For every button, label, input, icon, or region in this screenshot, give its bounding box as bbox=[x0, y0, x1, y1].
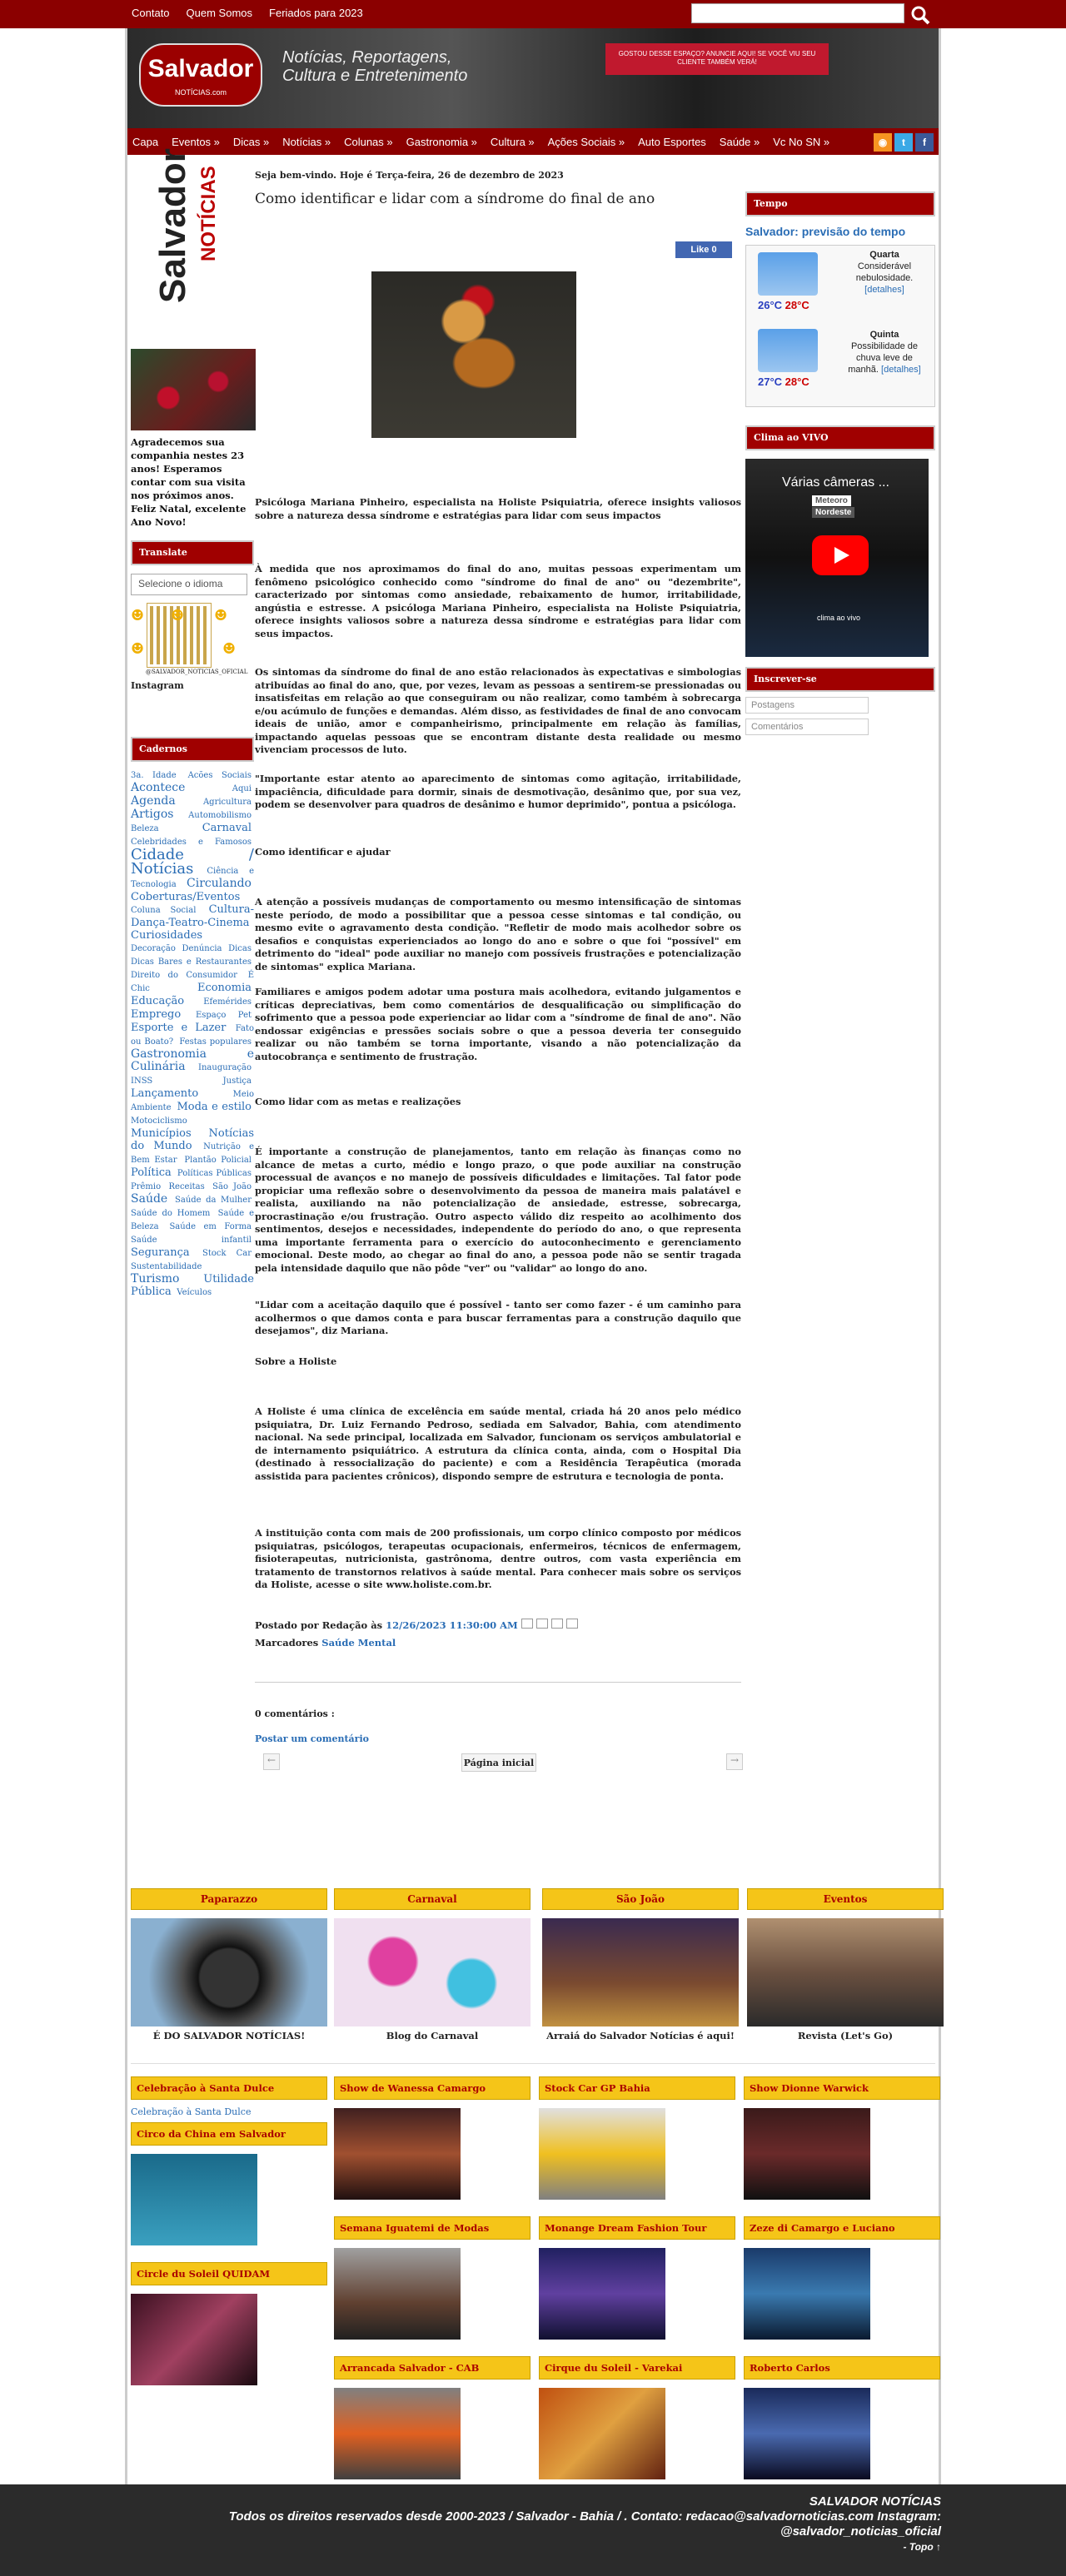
section-heading: Como identificar e ajudar bbox=[255, 846, 391, 858]
tag-link[interactable]: Políticas Públicas bbox=[177, 1169, 252, 1178]
site-footer bbox=[0, 2484, 1066, 2576]
thanks-message: Agradecemos sua companhia nestes 23 anos! Esperamos contar com sua visita nos próximos anos. Feliz Natal, excelente Ano Novo! bbox=[131, 436, 247, 528]
tag-link[interactable]: Cultura-Dança-Teatro-Cinema bbox=[131, 903, 254, 929]
post-paragraph: Os sintomas da síndrome do final de ano estão relacionados às expectativas e simbologias atribuídas ao final do ano, que, por vezes, levam as pessoas a sentirem-se pressionadas ou insatisfeitas em relação ao que conseguiram ou não realizar, como também à sobrecarga e/ou acúmulo de funções e demandas. Além disso, as festividades de final de ano convocam ideais de união, amor e companheirismo, principalmente em relação às famílias, impactando aquelas pessoas que se encontram distante desta realidade ou mesmo vivenciam processos de luto. bbox=[255, 666, 741, 755]
nav-auto-esportes[interactable]: Auto Esportes bbox=[638, 135, 706, 148]
gallery-title[interactable]: Celebração à Santa Dulce bbox=[131, 2076, 327, 2100]
gallery-image[interactable] bbox=[131, 2294, 257, 2385]
site-header bbox=[127, 28, 939, 128]
site-logo[interactable]: Salvador NOTÍCIAS.com bbox=[139, 43, 262, 107]
tag-link[interactable]: Agenda bbox=[131, 794, 176, 808]
footer-copyright: Todos os direitos reservados desde 2000-2023 / Salvador - Bahia / . Contato: redacao@salvadornoticias.com Instagram: bbox=[228, 2509, 941, 2524]
tag-link[interactable]: Celebridades e Famosos bbox=[131, 838, 252, 847]
right-sidebar bbox=[745, 191, 935, 735]
gallery-image[interactable] bbox=[334, 2388, 461, 2479]
camera-image[interactable] bbox=[131, 1918, 327, 2026]
welcome-date: Seja bem-vindo. Hoje é Terça-feira, 26 de dezembro de 2023 bbox=[255, 170, 564, 181]
play-button[interactable] bbox=[812, 535, 869, 575]
tag-link[interactable]: Espaço Pet bbox=[195, 1011, 252, 1020]
tag-link[interactable]: Decoração bbox=[131, 944, 176, 953]
tile-carnaval-title[interactable]: Carnaval bbox=[334, 1888, 531, 1910]
tile-eventos-title[interactable]: Eventos bbox=[747, 1888, 944, 1910]
home-page-button[interactable]: Página inicial bbox=[461, 1753, 536, 1772]
gallery-title[interactable]: Circle du Soleil QUIDAM bbox=[131, 2262, 327, 2285]
tag-link[interactable]: Política bbox=[131, 1166, 172, 1179]
gallery-image[interactable] bbox=[744, 2248, 870, 2340]
emoji-icon: ☻ bbox=[131, 607, 145, 624]
tag-link[interactable]: Festas populares bbox=[179, 1037, 252, 1047]
gallery-image[interactable] bbox=[539, 2108, 665, 2200]
site-tagline: Notícias, Reportagens, Cultura e Entretenimento bbox=[282, 48, 468, 85]
gallery-title[interactable]: Circo da China em Salvador bbox=[131, 2122, 327, 2146]
gallery-image[interactable] bbox=[744, 2108, 870, 2200]
prev-post-button[interactable]: ← bbox=[263, 1753, 280, 1770]
header-ad-banner[interactable]: GOSTOU DESSE ESPAÇO? ANUNCIE AQUI! SE VOCÊ VIU SEU CLIENTE TAMBÉM VERÁ! bbox=[605, 43, 829, 75]
tag-link[interactable]: Cidade / Notícias bbox=[131, 846, 254, 878]
top-bar bbox=[0, 0, 1066, 28]
youtube-video[interactable]: Várias câmeras ... Meteoro Nordeste clima ao vivo bbox=[745, 459, 929, 657]
tag-link[interactable]: Municípios bbox=[131, 1127, 192, 1140]
nav-gastronomia[interactable]: Gastronomia » bbox=[406, 135, 477, 148]
page-wrapper bbox=[125, 28, 941, 2484]
nav-cultura[interactable]: Cultura » bbox=[490, 135, 535, 148]
tag-link[interactable]: Turismo bbox=[131, 1272, 180, 1286]
tag-link[interactable]: Gastronomia e Culinária bbox=[131, 1047, 254, 1073]
facebook-share-icon[interactable] bbox=[566, 1619, 578, 1629]
gallery-image[interactable] bbox=[539, 2248, 665, 2340]
search-icon[interactable] bbox=[909, 4, 931, 26]
section-heading: Sobre a Holiste bbox=[255, 1355, 337, 1367]
instagram-label: Instagram bbox=[131, 680, 184, 691]
post-paragraph: Psicóloga Mariana Pinheiro, especialista na Holiste Psiquiatria, oferece insights valiosos sobre a natureza dessa síndrome e estratégias para lidar com seus impactos bbox=[255, 496, 741, 521]
post-paragraph: A instituição conta com mais de 200 profissionais, um corpo clínico composto por médicos psiquiatras, psicólogos, terapeutas ocupacionais, enfermeiros, técnicos de enfermagem, fisioterapeutas, nutricionista, gastrônoma, dentre outros, com vasta experiência em tratamento de transtornos relativos à saúde mental. Para conhecer mais sobre os serviços da Holiste, acesse o site www.holiste.com.br. bbox=[255, 1527, 741, 1590]
section-heading: Como lidar com as metas e realizações bbox=[255, 1096, 461, 1107]
tag-link[interactable]: Fato ou Boato? bbox=[131, 1024, 255, 1047]
post-paragraph: É importante a construção de planejamentos, tanto em relação às finanças como no alcance de metas a curto, médio e longo prazo, o que pode auxiliar na construção processual de avanços e no manejo de possíveis dificuldades e limitações. Tal fator pode propiciar uma reflexão sobre o desenvolvimento da pessoa de maneira mais palatável e realista, auxiliando na não potencialização de ansiedade, estresse, sobrecarga, procrastinação e/ou frustração. Outro aspecto válido diz respeito ao acolhimento dos sentimentos, desejos e necessidades, independente do período do ano, o que representa uma importante ferramenta para o exercício do autoconhecimento e gerenciamento emocional. Deste modo, ao chegar ao final do ano, a pessoa pode não se sentir tragada pela intensidade daquilo que não pôde "ver" ou "validar" ao longo do ano. bbox=[255, 1146, 741, 1274]
tag-link[interactable]: Veículos bbox=[177, 1288, 212, 1297]
gallery-image[interactable] bbox=[334, 2108, 461, 2200]
main-nav bbox=[127, 128, 939, 155]
tag-link[interactable]: Receitas bbox=[168, 1182, 205, 1191]
top-link-quem-somos[interactable]: Quem Somos bbox=[186, 7, 253, 19]
tag-link[interactable]: Nutrição e Bem Estar bbox=[131, 1142, 254, 1165]
gallery-image[interactable] bbox=[334, 2248, 461, 2340]
tag-link[interactable]: Automobilismo bbox=[188, 811, 252, 820]
top-link-contato[interactable]: Contato bbox=[132, 7, 170, 19]
post-paragraph: Familiares e amigos podem adotar uma postura mais acolhedora, evitando julgamentos e críticas depreciativas, bem como comentários de desqualificação ou simplificação do sofrimento que a pessoa pode experienciar ao lidar com a "síndrome de final de ano". Não endossar exigências e pressões sociais sobre o que a pessoa deveria ter conseguido realizar ou não também se torna importante, visando a não potencialização da autocobrança e sentimento de frustração. bbox=[255, 986, 741, 1062]
clima-ao-vivo-header: Clima ao VIVO bbox=[745, 425, 935, 450]
rain-cloud-icon bbox=[758, 329, 818, 372]
gallery-column-3 bbox=[539, 2076, 735, 2479]
gallery-title[interactable]: Zeze di Camargo e Luciano bbox=[744, 2216, 940, 2240]
tag-link[interactable]: Direito do Consumidor bbox=[131, 971, 237, 980]
tag-link[interactable]: Inauguração bbox=[198, 1063, 252, 1072]
tag-link[interactable]: Segurança bbox=[131, 1246, 190, 1259]
post-paragraph: "Lidar com a aceitação daquilo que é possível - tanto ser como fazer - é um caminho para acolhermos o que damos conta e para buscar ferramentas para a construção daquilo que desejamos", diz Mariana. bbox=[255, 1299, 741, 1336]
nav-acoes-sociais[interactable]: Ações Sociais » bbox=[547, 135, 625, 148]
tag-link[interactable]: Circulando bbox=[187, 877, 252, 890]
post-timestamp-link[interactable]: 12/26/2023 11:30:00 AM bbox=[386, 1619, 518, 1631]
left-sidebar bbox=[131, 148, 255, 1299]
rss-icon[interactable]: ◉ bbox=[874, 133, 892, 152]
tag-link[interactable]: Beleza bbox=[131, 824, 159, 833]
partly-cloudy-icon bbox=[758, 252, 818, 296]
subscribe-posts-select[interactable]: Postagens bbox=[745, 697, 869, 714]
tag-link[interactable]: Economia bbox=[197, 982, 252, 994]
nav-eventos[interactable]: Eventos » bbox=[172, 135, 220, 148]
back-to-top-link[interactable]: - Topo ↑ bbox=[903, 2541, 941, 2553]
language-select[interactable]: Selecione o idioma bbox=[131, 574, 247, 595]
tag-link[interactable]: Ciência e Tecnologia bbox=[131, 867, 254, 889]
tag-link[interactable]: Prêmio bbox=[131, 1182, 162, 1191]
vertical-logo: Salvador NOTÍCIAS bbox=[131, 170, 254, 349]
tempo-header: Tempo bbox=[745, 191, 935, 216]
translate-header: Translate bbox=[131, 540, 254, 565]
gallery-title[interactable]: Stock Car GP Bahia bbox=[539, 2076, 735, 2100]
tag-link[interactable]: Saúde e Beleza bbox=[131, 1209, 255, 1231]
label-link[interactable]: Saúde Mental bbox=[321, 1637, 396, 1649]
nav-vc-no-sn[interactable]: Vc No SN » bbox=[773, 135, 830, 148]
weather-title[interactable]: Salvador: previsão do tempo bbox=[745, 225, 906, 238]
tag-link[interactable]: Agricultura bbox=[202, 798, 252, 807]
search-input[interactable] bbox=[691, 3, 904, 23]
emoji-icon: ☻ bbox=[131, 640, 145, 658]
post-paragraph: À medida que nos aproximamos do final do ano, muitas pessoas experimentam um fenômeno psicológico conhecido como "síndrome do final de ano" ou "dezembrite", caracterizado por sintomas como ansiedade, rebaixamento de humor, irritabilidade, angústia e estresse. A psicóloga Mariana Pinheiro, especialista na Holiste Psiquiatria, oferece insights valiosos sobre a natureza dessa síndrome e estratégias para lidar com seus impactos. bbox=[255, 563, 741, 639]
tag-link[interactable]: É Chic bbox=[131, 971, 255, 993]
tag-link[interactable]: Saúde do Homem bbox=[131, 1209, 211, 1218]
post-labels: Marcadores Saúde Mental bbox=[255, 1637, 396, 1649]
cadernos-header: Cadernos bbox=[131, 737, 254, 762]
tag-link[interactable]: Carnaval bbox=[202, 822, 252, 834]
gallery-title[interactable]: Show Dionne Warwick bbox=[744, 2076, 940, 2100]
gallery-title[interactable]: Roberto Carlos bbox=[744, 2356, 940, 2380]
gallery-column-1 bbox=[131, 2076, 327, 2385]
gallery-title[interactable]: Arrancada Salvador - CAB bbox=[334, 2356, 531, 2380]
twitter-icon[interactable]: t bbox=[894, 133, 913, 152]
email-icon[interactable] bbox=[521, 1619, 533, 1629]
tag-link[interactable]: Plantão Policial bbox=[184, 1156, 252, 1165]
tag-link[interactable]: Efemérides bbox=[203, 997, 252, 1007]
subscribe-comments-select[interactable]: Comentários bbox=[745, 719, 869, 735]
tag-link[interactable]: Coluna Social bbox=[131, 906, 197, 915]
facebook-like-button[interactable]: Like 0 bbox=[675, 241, 732, 258]
next-post-button[interactable]: → bbox=[726, 1753, 743, 1770]
tag-link[interactable]: Justiça bbox=[222, 1077, 252, 1086]
tag-link[interactable]: Acontece bbox=[131, 781, 186, 794]
weather-widget: 26°C 28°C Quarta Considerável nebulosidade. [detalhes] 27°C 28°C Quinta Possibilidade de chuva leve de manhã. [detalhes] bbox=[745, 245, 935, 407]
nav-capa[interactable]: Capa bbox=[132, 135, 159, 148]
tag-link[interactable]: Stock Car bbox=[202, 1249, 252, 1258]
tag-link[interactable]: Emprego bbox=[131, 1008, 182, 1021]
gallery-image[interactable] bbox=[131, 2154, 257, 2245]
tag-link[interactable]: Lançamento bbox=[131, 1087, 199, 1100]
gallery-title[interactable]: Cirque du Soleil - Varekai bbox=[539, 2356, 735, 2380]
tag-link[interactable]: Motociclismo bbox=[131, 1116, 187, 1126]
nav-colunas[interactable]: Colunas » bbox=[344, 135, 393, 148]
subscribe-header: Inscrever-se bbox=[745, 667, 935, 692]
featured-tiles: Paparazzo É DO SALVADOR NOTÍCIAS! Carnaval Blog do Carnaval São João Arraiá do Salvador Notícias é aqui! Eventos Revista (Let's Go) bbox=[131, 1888, 939, 2046]
gallery-column-4 bbox=[744, 2076, 940, 2479]
gallery-title[interactable]: Monange Dream Fashion Tour bbox=[539, 2216, 735, 2240]
comments-count: 0 comentários : bbox=[255, 1708, 335, 1719]
gallery-image[interactable] bbox=[744, 2388, 870, 2479]
tag-link[interactable]: Sustentabilidade bbox=[131, 1262, 202, 1271]
blog-icon[interactable] bbox=[536, 1619, 548, 1629]
carnaval-masks-image[interactable] bbox=[334, 1918, 531, 2026]
tile-paparazzo-title[interactable]: Paparazzo bbox=[131, 1888, 327, 1910]
post-paragraph: A Holiste é uma clínica de excelência em saúde mental, criada há 20 anos pelo médico psiquiatra, Dr. Luiz Fernando Pedroso, sediada em Salvador, Bahia, com atendimento nacional. Na sede principal, localizada em Salvador, funcionam os serviços ambulatorial e de internamento psiquiátrico. A estrutura da clínica conta, ainda, com o Hospital Dia (destinado à ressocialização do paciente) e com a Residência Terapêutica (morada assistida para pacientes crônicos), dispondo sempre de estrutura e tecnologia de ponta. bbox=[255, 1405, 741, 1482]
gallery-column-2 bbox=[334, 2076, 531, 2479]
tag-link[interactable]: 3a. Idade bbox=[131, 771, 177, 780]
top-link-feriados[interactable]: Feriados para 2023 bbox=[269, 7, 363, 19]
nav-saude[interactable]: Saúde » bbox=[719, 135, 760, 148]
weather-details-link[interactable]: [detalhes] bbox=[881, 365, 921, 375]
gallery-title[interactable]: Semana Iguatemi de Modas bbox=[334, 2216, 531, 2240]
sao-joao-image[interactable] bbox=[542, 1918, 739, 2026]
tag-link[interactable]: São João bbox=[212, 1182, 252, 1191]
tag-link[interactable]: Dicas Bares e Restaurantes bbox=[131, 957, 252, 967]
tag-link[interactable]: Acões Sociais bbox=[187, 771, 252, 780]
tag-link[interactable]: Saúde bbox=[131, 1192, 168, 1206]
tag-link[interactable]: Educação bbox=[131, 995, 185, 1007]
christmas-image bbox=[131, 349, 256, 430]
qr-caption: @SALVADOR_NOTICIAS_OFICIAL bbox=[146, 669, 248, 675]
weather-details-link[interactable]: [detalhes] bbox=[864, 285, 904, 295]
tag-link[interactable]: Saúde infantil bbox=[131, 1236, 252, 1245]
post-meta: Postado por Redação às 12/26/2023 11:30:00 AM bbox=[255, 1619, 578, 1631]
eventos-image[interactable] bbox=[747, 1918, 944, 2026]
main-content bbox=[255, 170, 748, 1768]
twitter-share-icon[interactable] bbox=[551, 1619, 563, 1629]
footer-title: SALVADOR NOTÍCIAS bbox=[809, 2494, 941, 2509]
post-image bbox=[371, 271, 576, 438]
tag-link[interactable]: Notícias do Mundo bbox=[131, 1127, 254, 1152]
tag-link[interactable]: Moda e estilo bbox=[177, 1101, 252, 1113]
gallery-image[interactable] bbox=[539, 2388, 665, 2479]
post-paragraph: "Importante estar atento ao aparecimento de sintomas como agitação, irritabilidade, impaciência, dificuldade para dormir, sinais de desmotivação, desânimo que, por sua vez, podem se desenvolver para quadros de desânimo e humor deprimido", pontua a psicóloga. bbox=[255, 773, 741, 810]
tile-sao-joao-title[interactable]: São João bbox=[542, 1888, 739, 1910]
nav-dicas[interactable]: Dicas » bbox=[232, 135, 270, 148]
tag-link[interactable]: Curiosidades bbox=[131, 929, 203, 942]
tag-link[interactable]: Denúncia bbox=[182, 944, 222, 953]
emoji-icon: ☻ bbox=[214, 607, 228, 624]
tag-link[interactable]: Saúde da Mulher bbox=[175, 1196, 252, 1205]
tag-cloud bbox=[131, 768, 254, 1299]
post-paragraph: A atenção a possíveis mudanças de comportamento ou mesmo intensificação de sintomas neste período, de modo a possibilitar que a pessoa cesse sintomas e tal condição, ou mesmo evite o agravamento desta condição. "Refletir de modo mais acolhedor sobre os desafios e conquistas experienciados ao longo do ano e sobre o que foi "possível" em detrimento do "ideal" pode auxiliar no manejo com possíveis frustrações e potencialização de sintomas" explica Mariana. bbox=[255, 896, 741, 972]
tag-link[interactable]: Aqui bbox=[232, 784, 252, 793]
tag-link[interactable]: INSS bbox=[131, 1077, 153, 1086]
footer-instagram: @salvador_noticias_oficial bbox=[780, 2524, 941, 2539]
tag-link[interactable]: Dicas bbox=[228, 944, 252, 953]
tag-link[interactable]: Artigos bbox=[131, 808, 174, 821]
emoji-icon: ☻ bbox=[222, 640, 237, 658]
post-comment-link[interactable]: Postar um comentário bbox=[255, 1733, 369, 1744]
tag-link[interactable]: Utilidade Pública bbox=[131, 1273, 254, 1298]
tag-link[interactable]: Meio Ambiente bbox=[131, 1090, 254, 1112]
tag-link[interactable]: Coberturas/Eventos bbox=[131, 891, 241, 903]
emoji-icon: ☻ bbox=[171, 607, 185, 624]
broken-image-link[interactable]: Celebração à Santa Dulce bbox=[131, 2106, 252, 2117]
facebook-icon[interactable]: f bbox=[915, 133, 934, 152]
tag-link[interactable]: Esporte e Lazer bbox=[131, 1022, 227, 1034]
gallery-title[interactable]: Show de Wanessa Camargo bbox=[334, 2076, 531, 2100]
post-title[interactable]: Como identificar e lidar com a síndrome do final de ano bbox=[255, 191, 655, 207]
nav-noticias[interactable]: Notícias » bbox=[282, 135, 331, 148]
tag-link[interactable]: Saúde em Forma bbox=[169, 1222, 252, 1231]
